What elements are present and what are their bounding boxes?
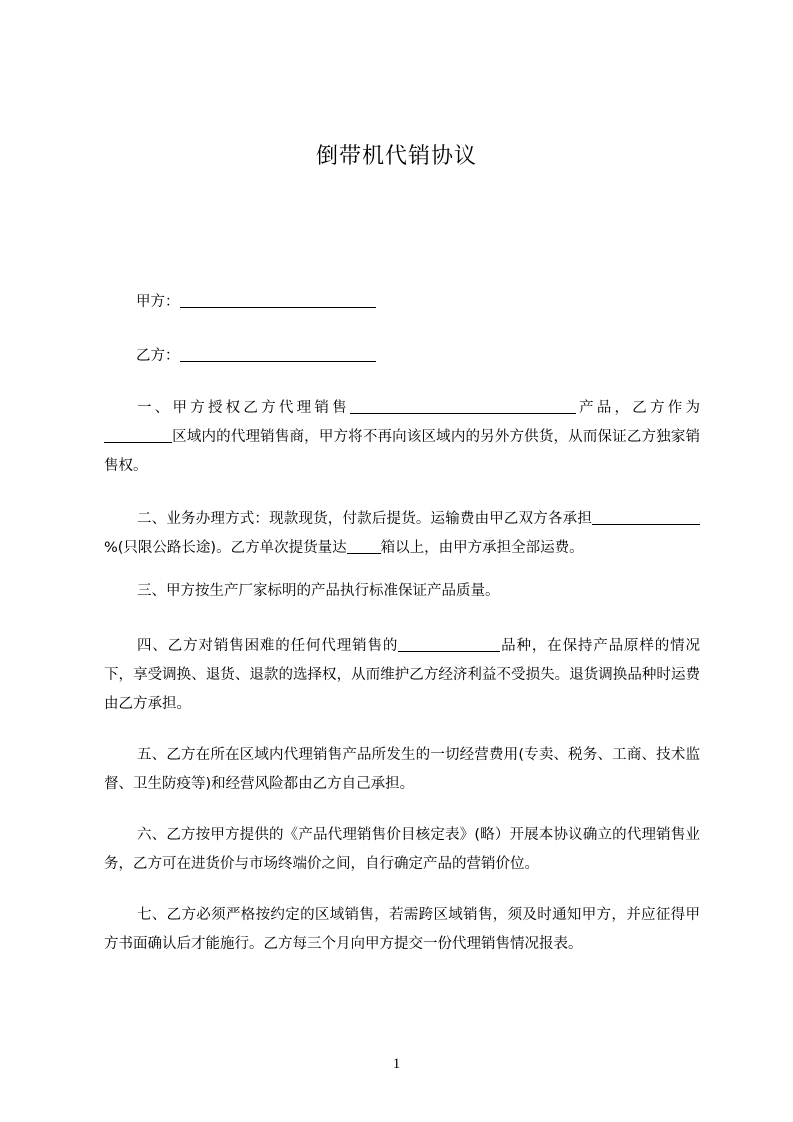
clause-1-text-b: 产品，乙方作为 [575,400,701,416]
clause-1-text-a: 一、甲方授权乙方代理销售 [137,400,350,416]
clause-2-percent-blank [592,508,700,525]
document-title: 倒带机代销协议 [315,144,477,169]
party-a-label: 甲方： [136,294,180,310]
clause-1-region-blank [104,426,172,443]
clause-4-variety-blank [398,635,500,652]
party-b-label: 乙方： [136,348,180,364]
clause-1-product-blank [350,397,576,414]
party-b-line [136,345,376,366]
clause-4-text-b: 品种，在保持产品原样的情况下，享受调换、退货、退款的选择权，从而维护乙方经济利益不受损失。退货调换品种时运费由乙方承担。 [104,638,701,712]
party-a-blank [180,291,376,308]
clause-4-text-a: 四、乙方对销售困难的任何代理销售的 [137,638,399,654]
clause-7: 七、乙方必须严格按约定的区域销售，若需跨区域销售，须及时通知甲方，并应征得甲方书面确认后才能施行。乙方每三个月向甲方提交一份代理销售情况报表。 [104,907,700,952]
clause-4 [104,632,700,719]
clause-5: 五、乙方在所在区域内代理销售产品所发生的一切经营费用(专卖、税务、工商、技术监督、卫生防疫等)和经营风险都由乙方自己承担。 [104,747,700,792]
clause-2-box-blank [347,537,381,554]
clause-3: 三、甲方按生产厂家标明的产品执行标准保证产品质量。 [137,583,500,599]
party-a-line [136,291,376,312]
clause-2-text-b: %(只限公路长途)。乙方单次提货量达 [104,540,347,556]
clause-6: 六、乙方按甲方提供的《产品代理销售价目核定表》(略）开展本协议确立的代理销售业务，乙方可在进货价与市场终端价之间，自行确定产品的营销价位。 [104,827,700,872]
clause-1 [104,394,700,481]
clause-1-text-c: 区域内的代理销售商，甲方将不再向该区域内的另外方供货，从而保证乙方独家销售权。 [104,429,700,474]
clause-2 [104,505,700,563]
party-b-blank [180,345,376,362]
page-number: 1 [392,1056,401,1072]
clause-2-text-c: 箱以上，由甲方承担全部运费。 [380,540,584,556]
clause-2-text-a: 二、业务办理方式：现款现货，付款后提货。运输费由甲乙双方各承担 [137,511,592,527]
